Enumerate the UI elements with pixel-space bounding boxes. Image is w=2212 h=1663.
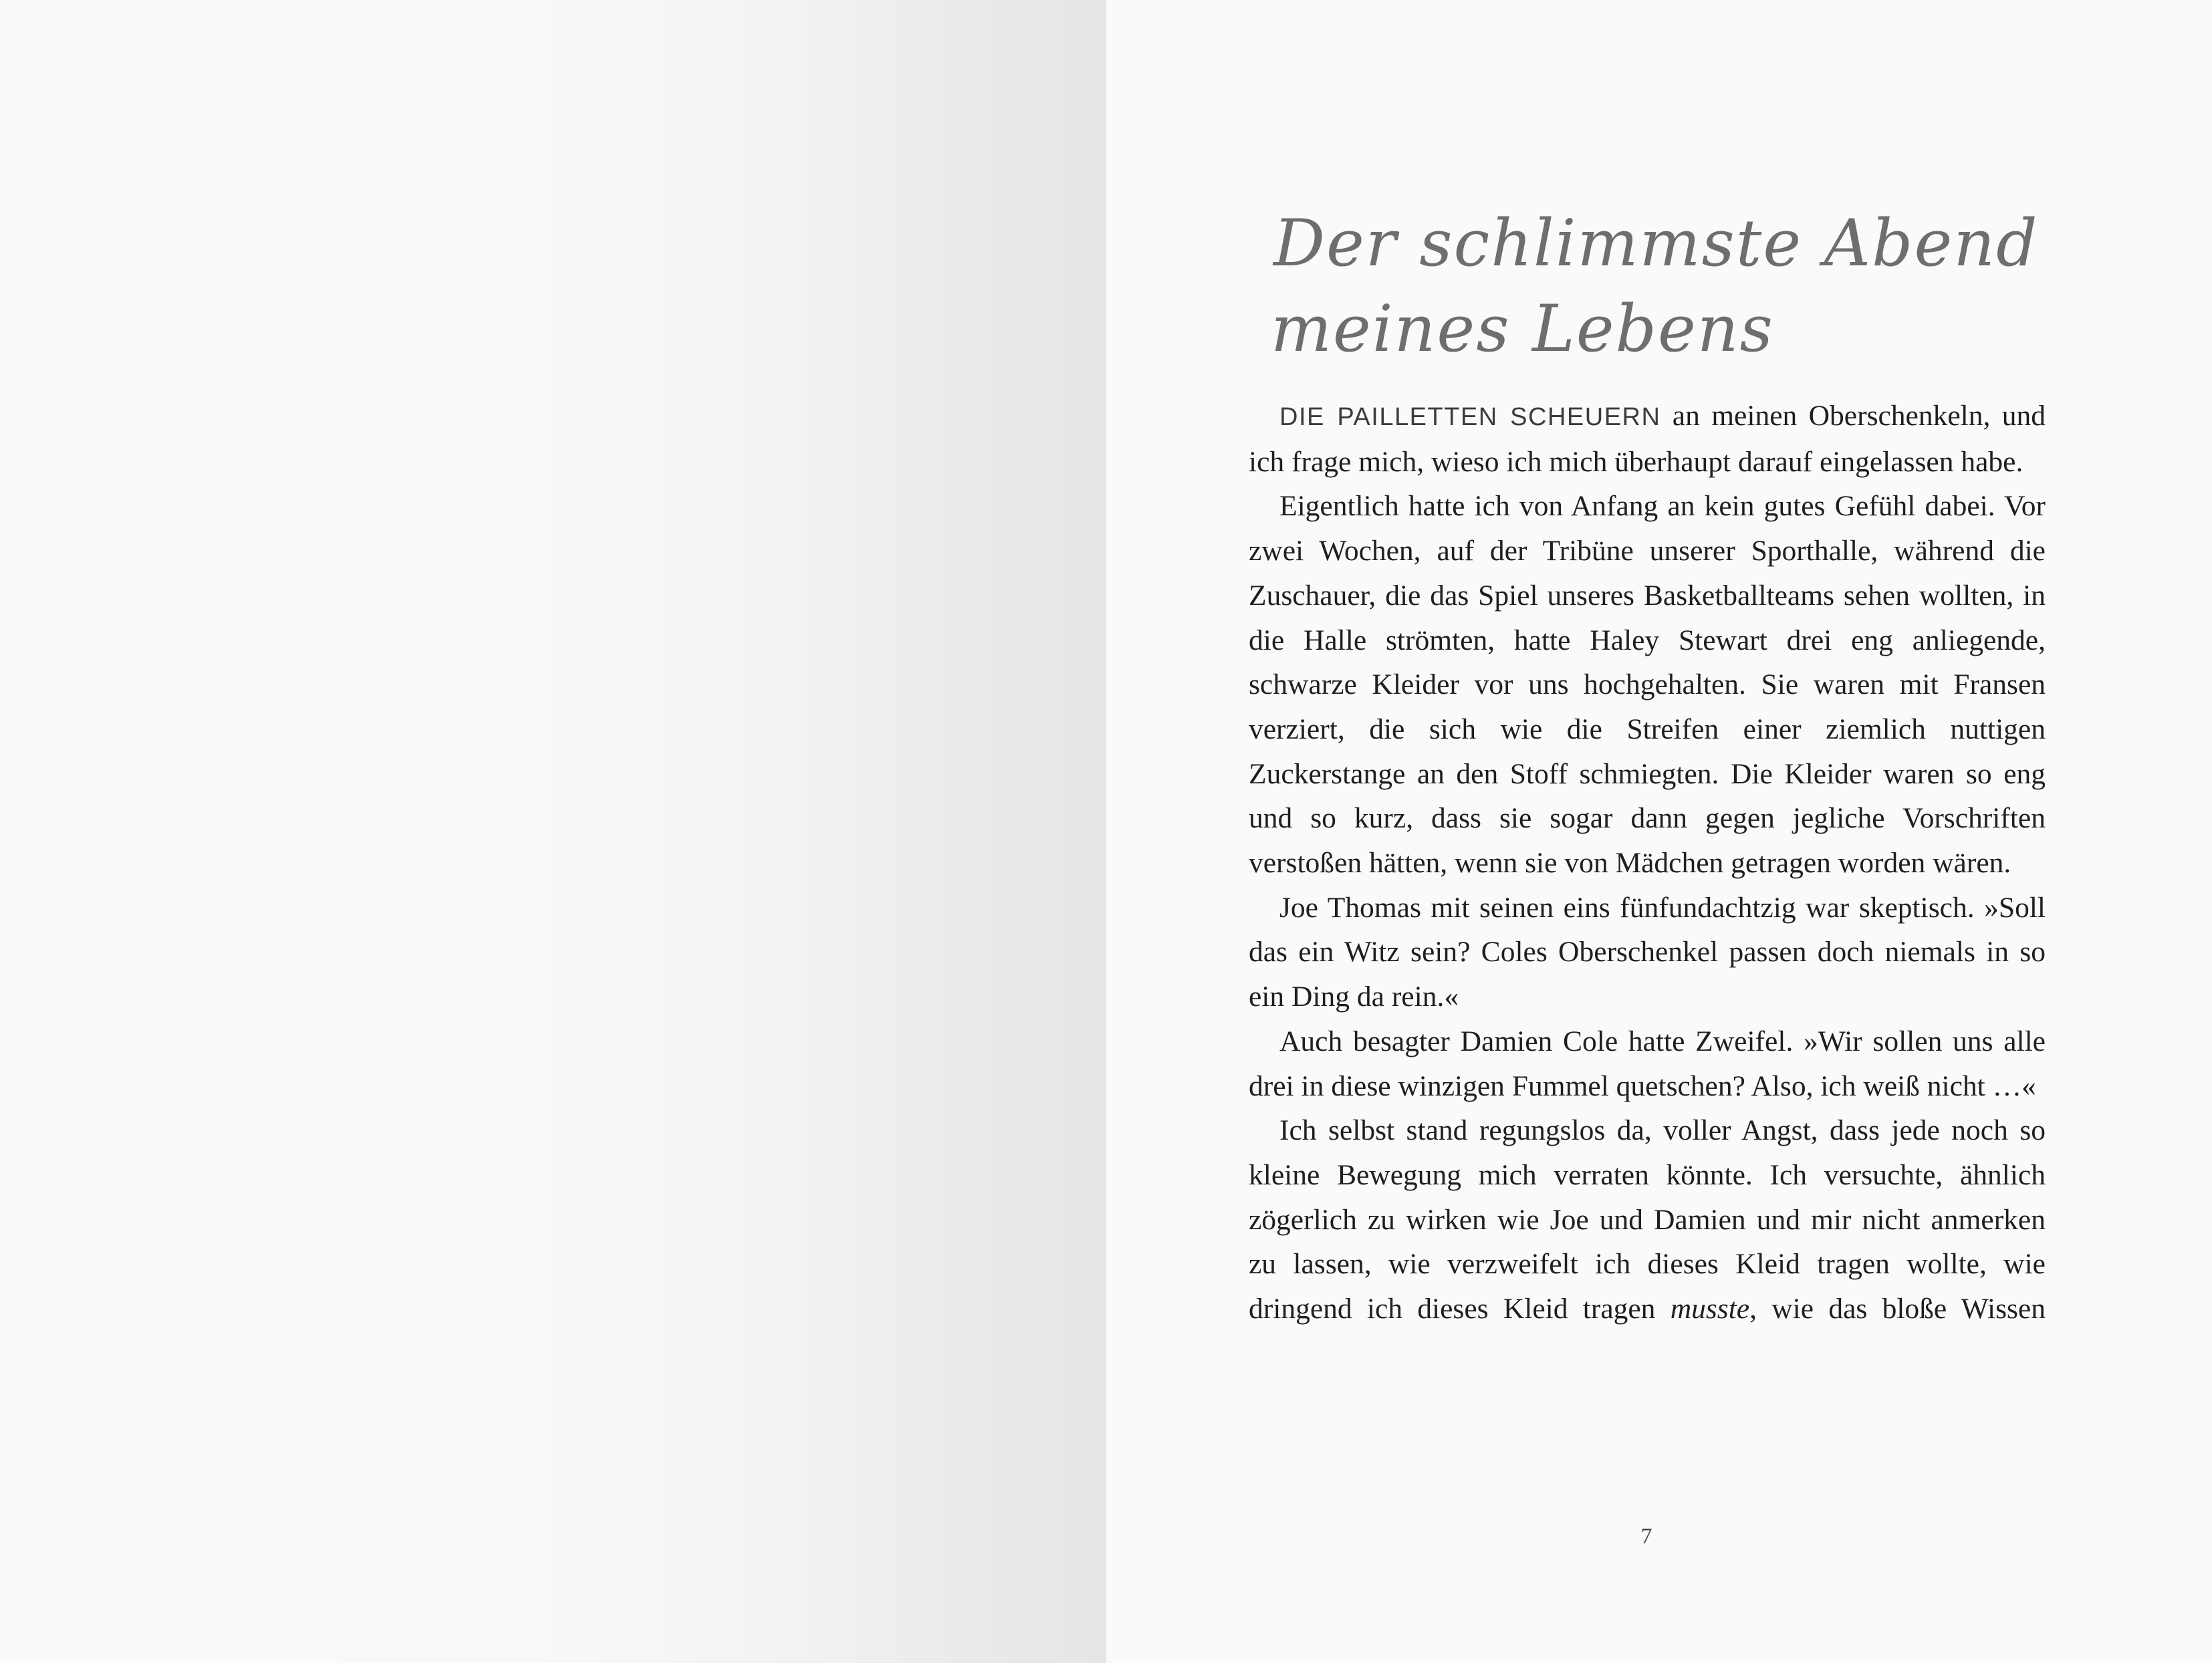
paragraph-5-tail: , wie das bloße Wissen bbox=[1749, 1293, 2046, 1325]
body-text bbox=[1249, 394, 2046, 1331]
paragraph-1-text: an meinen Oberschenkeln, und ich frage mich, wieso ich mich überhaupt darauf eingelassen habe. bbox=[1249, 400, 2046, 478]
opening-smallcaps: DIE PAILLETTEN SCHEUERN bbox=[1279, 403, 1661, 431]
paragraph-3: Joe Thomas mit seinen eins fünfundachtzig war skeptisch. »Soll das ein Witz sein? Coles Oberschenkel passen doch niemals in so ein Ding da rein.« bbox=[1249, 891, 2046, 1013]
chapter-title-line-2: meines Lebens bbox=[1271, 291, 1774, 366]
chapter-title-line-1: Der schlimmste Abend bbox=[1273, 206, 2039, 281]
paragraph-4: Auch besagter Damien Cole hatte Zweifel. »Wir sollen uns alle drei in diese winzigen Fummel quetschen? Also, ich weiß nicht …« bbox=[1249, 1025, 2046, 1102]
paragraph-5-text: Ich selbst stand regungslos da, voller Angst, dass jede noch so kleine Bewegung mich verraten könnte. Ich versuchte, ähnlich zögerlich zu wirken wie Joe und Damien und mir nicht anmerken zu lassen, wie verzweifelt ich dieses Kleid tragen wollte, wie dringend ich dieses Kleid tragen bbox=[1249, 1114, 2046, 1325]
chapter-title bbox=[1273, 201, 2039, 372]
emphasis-musste: musste bbox=[1670, 1293, 1750, 1325]
page-number: 7 bbox=[1640, 1524, 1652, 1549]
paragraph-2: Eigentlich hatte ich von Anfang an kein gutes Gefühl dabei. Vor zwei Wochen, auf der Tribüne unserer Sporthalle, während die Zuschauer, die das Spiel unseres Basketballteams sehen wollten, in die Halle strömten, hatte Haley Stewart drei eng anliegende, schwarze Kleider vor uns hochgehalten. Sie waren mit Fransen verziert, die sich wie die Streifen einer ziemlich nuttigen Zuckerstange an den Stoff schmiegten. Die Kleider waren so eng und so kurz, dass sie sogar dann gegen jegliche Vorschriften verstoßen hätten, wenn sie von Mädchen getragen worden wären. bbox=[1249, 490, 2046, 880]
paragraph-5 bbox=[1249, 1108, 2046, 1331]
paragraph-1 bbox=[1249, 394, 2046, 484]
